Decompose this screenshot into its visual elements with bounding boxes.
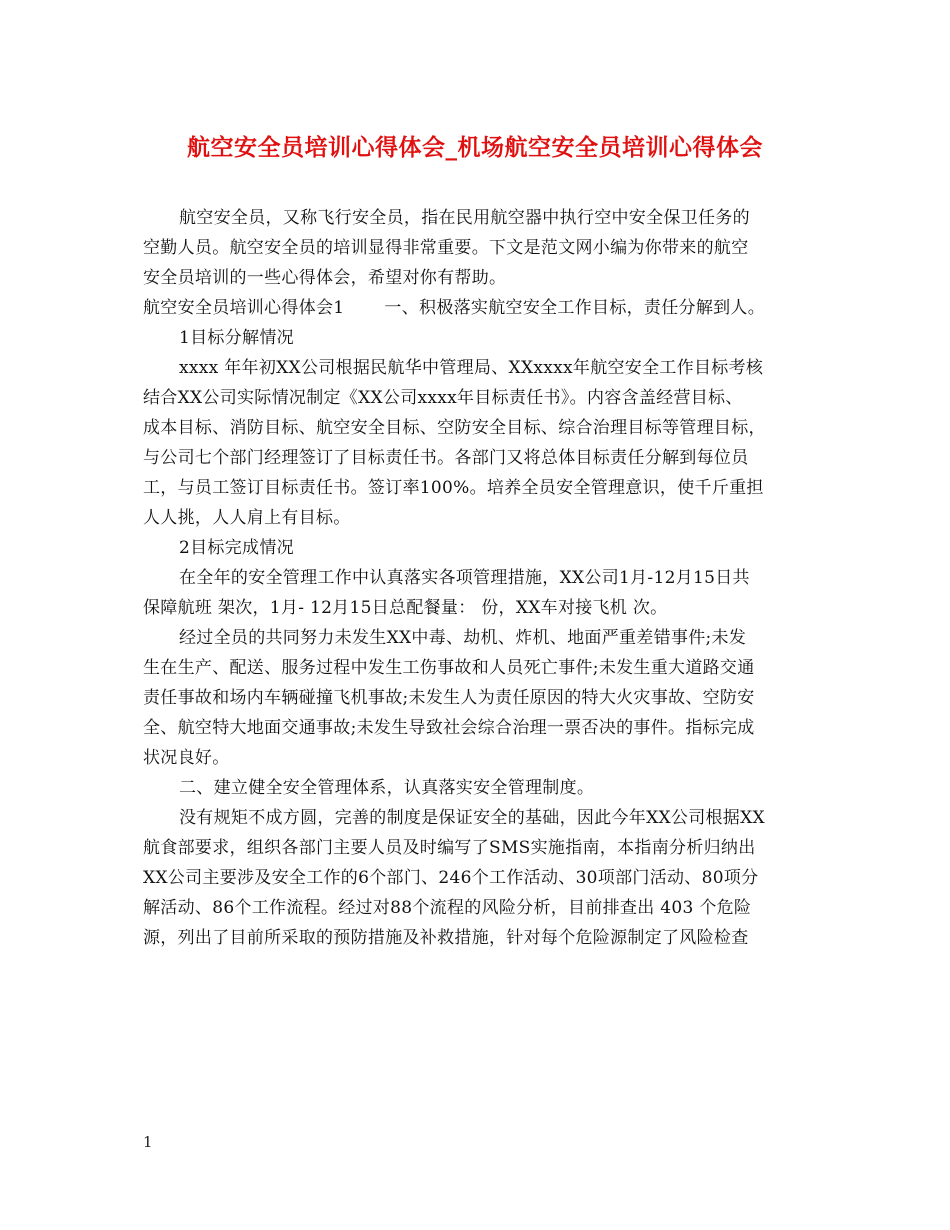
paragraph-line: 航空安全员，又称飞行安全员，指在民用航空器中执行空中安全保卫任务的: [179, 208, 750, 228]
page-number: 1: [143, 1133, 153, 1151]
paragraph-line: 工，与员工签订目标责任书。签订率100%。培养全员安全管理意识，使千斤重担: [143, 478, 764, 498]
paragraph-line: 结合XX公司实际情况制定《XX公司xxxx年目标责任书》。内容含盖经营目标、: [143, 388, 743, 408]
paragraph-line: XX公司主要涉及安全工作的6个部门、246个工作活动、30项部门活动、80项分: [143, 868, 759, 888]
paragraph-line: 在全年的安全管理工作中认真落实各项管理措施，XX公司1月-12月15日共: [179, 568, 750, 588]
paragraph-line: 人人挑，人人肩上有目标。: [143, 508, 351, 528]
section-heading-line: [143, 293, 809, 323]
paragraph-line: xxxx 年年初XX公司根据民航华中管理局、XXxxxx年航空安全工作目标考核: [179, 358, 764, 378]
paragraph-line: 与公司七个部门经理签订了目标责任书。各部门又将总体目标责任分解到每位员: [143, 448, 749, 468]
paragraph-line: 解活动、86个工作流程。经过对88个流程的风险分析，目前排查出 403 个危险: [143, 898, 752, 918]
document-title: 航空安全员培训心得体会_机场航空安全员培训心得体会: [187, 135, 763, 161]
document-body: [143, 203, 809, 953]
subheading-line: 2目标完成情况: [179, 538, 294, 558]
paragraph-line: 成本目标、消防目标、航空安全目标、空防安全目标、综合治理目标等管理目标，: [143, 418, 766, 438]
subheading-line: 二、建立健全安全管理体系，认真落实安全管理制度。: [179, 778, 595, 798]
paragraph-line: 空勤人员。航空安全员的培训显得非常重要。下文是范文网小编为你带来的航空: [143, 238, 749, 258]
paragraph-line: 责任事故和场内车辆碰撞飞机事故;未发生人为责任原因的特大火灾事故、空防安: [143, 688, 755, 708]
paragraph-line: 源，列出了目前所采取的预防措施及补救措施，针对每个危险源制定了风险检查: [143, 928, 749, 948]
paragraph-line: 保障航班 架次，1月- 12月15日总配餐量： 份，XX车对接飞机 次。: [143, 598, 668, 618]
paragraph-line: 状况良好。: [143, 748, 230, 768]
section-heading: 航空安全员培训心得体会1: [143, 298, 345, 318]
paragraph-line: 经过全员的共同努力未发生XX中毒、劫机、炸机、地面严重差错事件;未发: [179, 628, 747, 648]
paragraph-line: 没有规矩不成方圆，完善的制度是保证安全的基础，因此今年XX公司根据XX: [179, 808, 765, 828]
paragraph-line: 生在生产、配送、服务过程中发生工伤事故和人员死亡事件;未发生重大道路交通: [143, 658, 755, 678]
paragraph-line: 航食部要求，组织各部门主要人员及时编写了SMS实施指南，本指南分析归纳出: [143, 838, 756, 858]
section-subheading: 一、积极落实航空安全工作目标，责任分解到人。: [384, 298, 766, 318]
paragraph-line: 安全员培训的一些心得体会，希望对你有帮助。: [143, 268, 507, 288]
paragraph-line: 全、航空特大地面交通事故;未发生导致社会综合治理一票否决的事件。指标完成: [143, 718, 755, 738]
subheading-line: 1目标分解情况: [179, 328, 294, 348]
